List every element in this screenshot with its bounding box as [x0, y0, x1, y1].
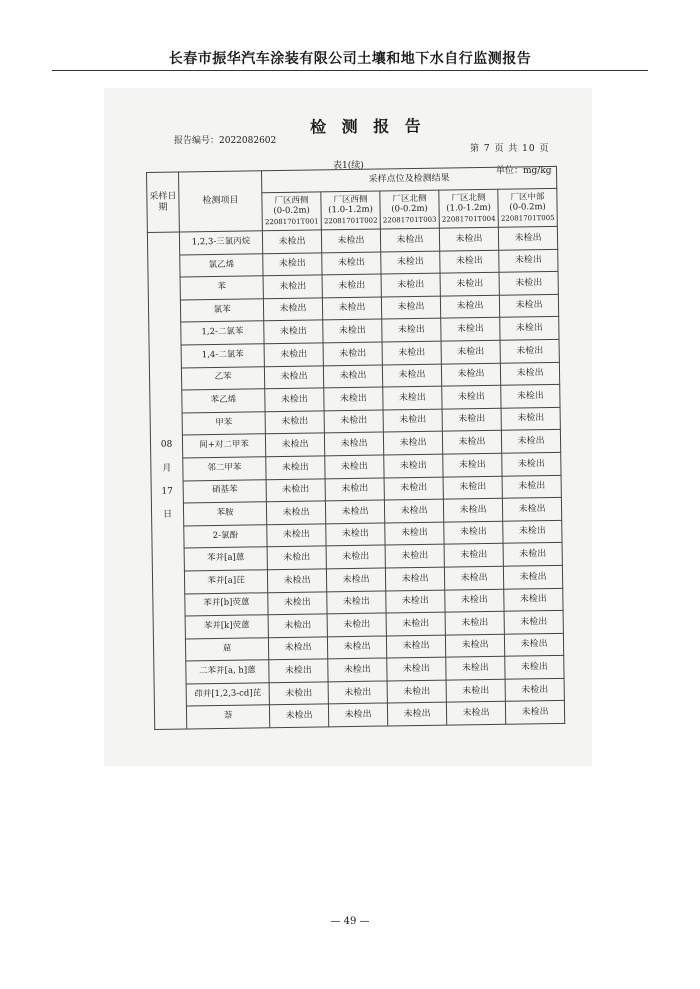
- site-header: [321, 191, 381, 230]
- result-cell: 未检出: [441, 340, 500, 363]
- result-cell: 未检出: [499, 272, 558, 295]
- result-cell: 未检出: [500, 339, 559, 362]
- result-cell: 未检出: [501, 430, 560, 453]
- result-cell: 未检出: [265, 433, 324, 456]
- result-cell: 未检出: [440, 272, 499, 295]
- sample-code: 22081701T001: [264, 217, 319, 226]
- site-depth: (1.0-1.2m): [446, 202, 491, 214]
- result-cell: 未检出: [500, 317, 559, 340]
- result-cell: 未检出: [502, 475, 561, 498]
- header-divider: [52, 70, 648, 71]
- page-number: — 49 —: [330, 916, 370, 927]
- column-header-item: 检测项目: [179, 171, 263, 232]
- result-cell: 未检出: [327, 590, 386, 613]
- result-cell: 未检出: [502, 452, 561, 475]
- test-item: 1,4-二氯苯: [181, 344, 264, 368]
- result-cell: 未检出: [381, 296, 440, 319]
- site-header: [439, 189, 499, 228]
- result-cell: 未检出: [264, 365, 323, 388]
- result-cell: 未检出: [268, 614, 327, 637]
- result-cell: 未检出: [384, 454, 443, 477]
- result-cell: 未检出: [262, 230, 321, 253]
- result-cell: 未检出: [326, 523, 385, 546]
- results-table: [146, 166, 565, 730]
- result-cell: 未检出: [446, 657, 505, 680]
- result-cell: 未检出: [265, 411, 324, 434]
- result-cell: 未检出: [444, 521, 503, 544]
- result-cell: 未检出: [264, 343, 323, 366]
- site-name: 厂区北侧: [451, 193, 486, 204]
- test-item: 2-氯酚: [184, 524, 267, 548]
- result-cell: 未检出: [444, 566, 503, 589]
- result-cell: 未检出: [266, 478, 325, 501]
- test-item: 苯并[k]荧蒽: [185, 615, 268, 639]
- results-table-container: [146, 166, 564, 730]
- result-cell: 未检出: [501, 407, 560, 430]
- result-cell: 未检出: [328, 681, 387, 704]
- result-cell: 未检出: [503, 543, 562, 566]
- result-cell: 未检出: [381, 273, 440, 296]
- result-cell: 未检出: [267, 524, 326, 547]
- result-cell: 未检出: [267, 546, 326, 569]
- result-cell: 未检出: [264, 320, 323, 343]
- result-cell: 未检出: [499, 249, 558, 272]
- result-cell: 未检出: [504, 633, 563, 656]
- result-cell: 未检出: [502, 497, 561, 520]
- result-cell: 未检出: [505, 678, 564, 701]
- result-cell: 未检出: [323, 365, 382, 388]
- test-item: 苯并[a]芘: [184, 570, 267, 594]
- result-cell: 未检出: [268, 637, 327, 660]
- test-item: 氯乙烯: [180, 253, 263, 277]
- result-cell: 未检出: [384, 477, 443, 500]
- result-cell: 未检出: [266, 501, 325, 524]
- result-cell: 未检出: [441, 318, 500, 341]
- test-item: 萘: [186, 705, 269, 729]
- result-cell: 未检出: [328, 658, 387, 681]
- result-cell: 未检出: [446, 679, 505, 702]
- sample-code: 22081701T002: [323, 216, 378, 226]
- result-cell: 未检出: [263, 252, 322, 275]
- site-name: 厂区中部: [510, 192, 545, 203]
- test-item: 䓛: [185, 637, 268, 661]
- test-item: 1,2-二氯苯: [181, 321, 264, 345]
- result-cell: 未检出: [265, 388, 324, 411]
- test-item: 苯乙烯: [182, 389, 265, 413]
- result-cell: 未检出: [327, 636, 386, 659]
- result-cell: 未检出: [439, 227, 498, 250]
- test-item: 间+对二甲苯: [182, 434, 265, 458]
- result-cell: 未检出: [387, 703, 446, 726]
- result-cell: 未检出: [503, 520, 562, 543]
- result-cell: 未检出: [321, 229, 380, 252]
- result-cell: 未检出: [382, 341, 441, 364]
- test-item: 苯胺: [183, 502, 266, 526]
- site-header: [380, 190, 440, 229]
- result-cell: 未检出: [386, 590, 445, 613]
- result-cell: 未检出: [386, 635, 445, 658]
- result-cell: 未检出: [328, 703, 387, 726]
- result-cell: 未检出: [324, 410, 383, 433]
- sample-code: 22081701T003: [382, 215, 437, 225]
- result-cell: 未检出: [263, 298, 322, 321]
- test-item: 苯并[b]荧蒽: [185, 592, 268, 616]
- site-name: 厂区西侧: [333, 194, 368, 206]
- test-item: 氯苯: [180, 299, 263, 323]
- result-cell: 未检出: [383, 431, 442, 454]
- report-title: 检 测 报 告: [309, 116, 426, 137]
- result-cell: 未检出: [505, 701, 564, 724]
- site-name: 厂区西侧: [274, 195, 309, 207]
- site-name: 厂区北侧: [392, 194, 427, 205]
- result-cell: 未检出: [327, 613, 386, 636]
- test-item: 邻二甲苯: [183, 457, 266, 481]
- result-cell: 未检出: [269, 704, 328, 727]
- result-cell: 未检出: [504, 588, 563, 611]
- result-cell: 未检出: [501, 385, 560, 408]
- result-cell: 未检出: [384, 499, 443, 522]
- result-cell: 未检出: [440, 295, 499, 318]
- result-cell: 未检出: [445, 589, 504, 612]
- test-item: 甲苯: [182, 412, 265, 436]
- result-cell: 未检出: [266, 456, 325, 479]
- result-cell: 未检出: [322, 252, 381, 275]
- result-cell: 未检出: [499, 294, 558, 317]
- result-cell: 未检出: [381, 251, 440, 274]
- result-cell: 未检出: [323, 342, 382, 365]
- result-cell: 未检出: [386, 612, 445, 635]
- result-cell: 未检出: [267, 569, 326, 592]
- result-cell: 未检出: [387, 680, 446, 703]
- result-cell: 未检出: [443, 498, 502, 521]
- result-cell: 未检出: [440, 250, 499, 273]
- result-cell: 未检出: [442, 431, 501, 454]
- site-depth: (0-0.2m): [273, 205, 310, 217]
- result-cell: 未检出: [446, 702, 505, 725]
- result-cell: 未检出: [443, 453, 502, 476]
- result-cell: 未检出: [443, 476, 502, 499]
- result-cell: 未检出: [505, 656, 564, 679]
- result-cell: 未检出: [445, 634, 504, 657]
- page-header: 长春市振华汽车涂装有限公司土壤和地下水自行监测报告: [168, 51, 532, 67]
- site-header: [262, 192, 322, 231]
- result-cell: 未检出: [382, 364, 441, 387]
- page-count: 第 7 页 共 10 页: [470, 144, 550, 154]
- result-cell: 未检出: [322, 274, 381, 297]
- result-cell: 未检出: [380, 228, 439, 251]
- result-cell: 未检出: [387, 657, 446, 680]
- result-cell: 未检出: [322, 297, 381, 320]
- result-cell: 未检出: [325, 478, 384, 501]
- result-cell: 未检出: [383, 409, 442, 432]
- result-cell: 未检出: [326, 568, 385, 591]
- test-item: 1,2,3-三氯丙烷: [179, 231, 262, 255]
- column-header-date: 采样日期: [147, 172, 180, 232]
- result-cell: 未检出: [385, 522, 444, 545]
- sample-code: 22081701T005: [500, 213, 555, 223]
- result-cell: 未检出: [444, 544, 503, 567]
- result-cell: 未检出: [445, 611, 504, 634]
- result-cell: 未检出: [442, 385, 501, 408]
- result-cell: 未检出: [383, 386, 442, 409]
- result-cell: 未检出: [325, 455, 384, 478]
- sample-code: 22081701T004: [441, 214, 496, 224]
- test-item: 二苯并[a, h]蒽: [186, 660, 269, 684]
- result-cell: 未检出: [325, 500, 384, 523]
- result-cell: 未检出: [385, 544, 444, 567]
- result-cell: 未检出: [324, 432, 383, 455]
- result-cell: 未检出: [498, 226, 557, 249]
- table-caption: 表1(续): [333, 161, 364, 171]
- test-item: 苯: [180, 276, 263, 300]
- result-cell: 未检出: [442, 408, 501, 431]
- result-cell: 未检出: [326, 545, 385, 568]
- site-depth: (0-0.2m): [509, 202, 546, 213]
- result-cell: 未检出: [504, 610, 563, 633]
- result-cell: 未检出: [323, 319, 382, 342]
- result-cell: 未检出: [263, 275, 322, 298]
- site-depth: (0-0.2m): [391, 203, 428, 215]
- result-cell: 未检出: [503, 565, 562, 588]
- result-cell: 未检出: [385, 567, 444, 590]
- column-group-header: 采样点位及检测结果: [261, 166, 556, 192]
- site-header: [498, 188, 558, 227]
- result-cell: 未检出: [269, 659, 328, 682]
- result-cell: 未检出: [500, 362, 559, 385]
- result-cell: 未检出: [324, 387, 383, 410]
- result-cell: 未检出: [269, 682, 328, 705]
- test-item: 乙苯: [181, 366, 264, 390]
- sampling-date: 08 月 17 日: [147, 232, 186, 729]
- result-cell: 未检出: [268, 591, 327, 614]
- result-cell: 未检出: [441, 363, 500, 386]
- test-item: 茚并[1,2,3-cd]芘: [186, 683, 269, 707]
- test-item: 硝基苯: [183, 479, 266, 503]
- unit-label: 单位：mg/kg: [496, 166, 552, 176]
- site-depth: (1.0-1.2m): [328, 204, 373, 216]
- report-number: 报告编号：2022082602: [174, 136, 277, 146]
- result-cell: 未检出: [382, 319, 441, 342]
- test-item: 苯并[a]蒽: [184, 547, 267, 571]
